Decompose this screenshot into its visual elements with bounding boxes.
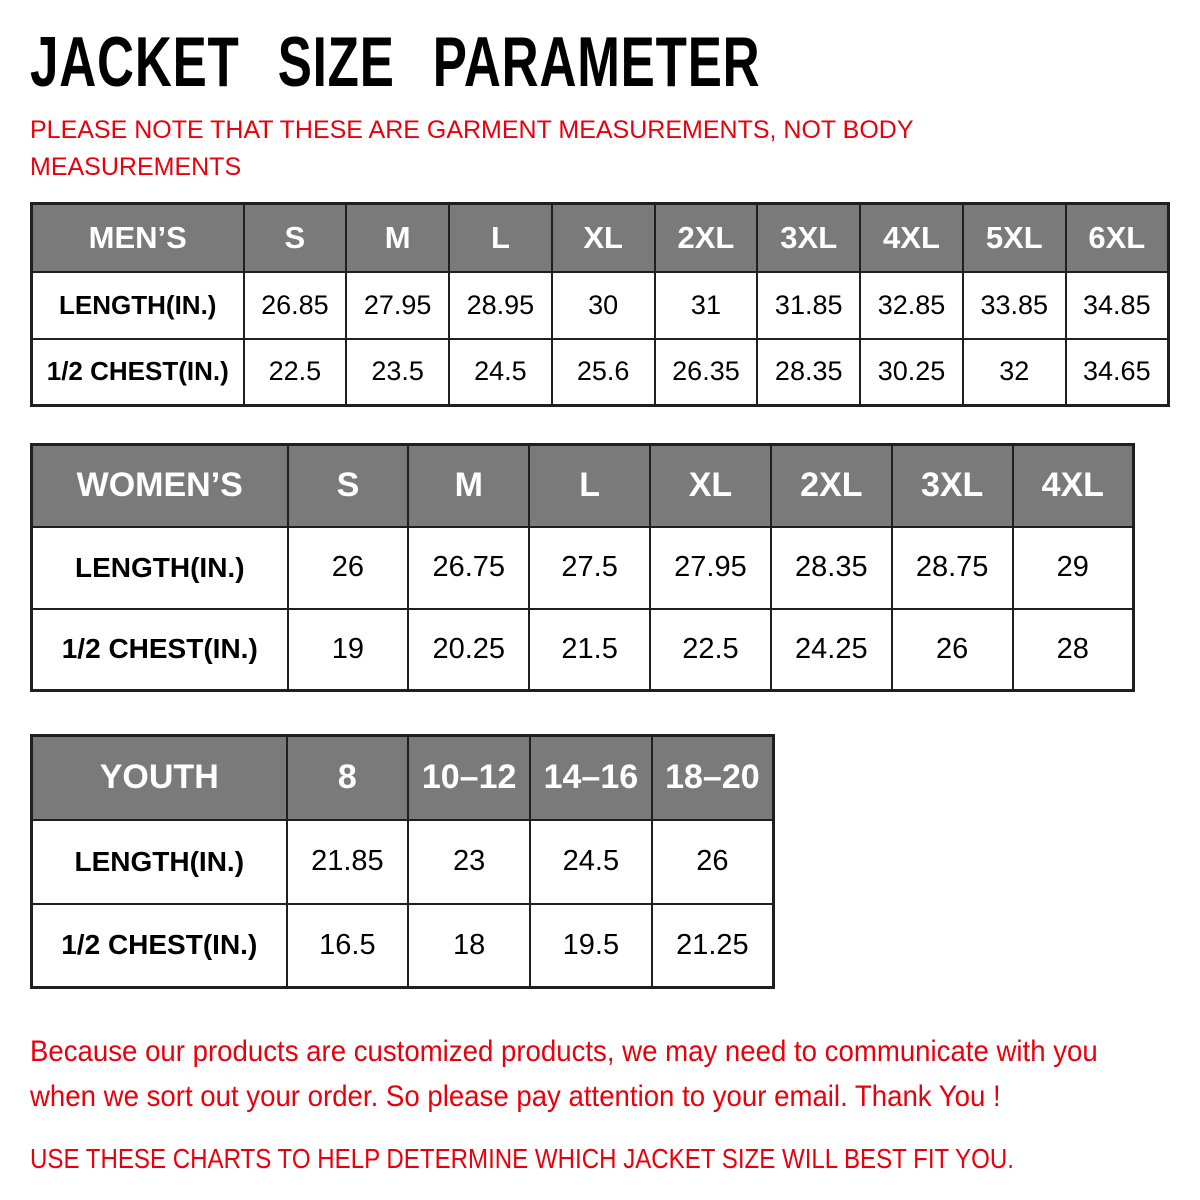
womens-header-row (32, 445, 1134, 527)
mens-size-col: 2XL (655, 204, 758, 272)
womens-size-col: 3XL (892, 445, 1013, 527)
value-cell: 19.5 (530, 904, 652, 988)
row-label: LENGTH(IN.) (32, 272, 244, 339)
value-cell: 29 (1013, 527, 1134, 609)
youth-size-col: 14–16 (530, 736, 652, 820)
value-cell: 34.85 (1066, 272, 1169, 339)
mens-size-col: XL (552, 204, 655, 272)
value-cell: 23 (408, 820, 530, 904)
value-cell: 24.5 (530, 820, 652, 904)
customization-notice-line2: when we sort out your order. So please pay attention to your email. Thank You ! (30, 1080, 1001, 1113)
youth-chest-row (32, 904, 774, 988)
value-cell: 31.85 (757, 272, 860, 339)
value-cell: 25.6 (552, 339, 655, 406)
value-cell: 22.5 (244, 339, 347, 406)
value-cell: 26 (652, 820, 774, 904)
row-label: LENGTH(IN.) (32, 820, 287, 904)
customization-notice (30, 1029, 1098, 1119)
value-cell: 21.85 (287, 820, 409, 904)
value-cell: 22.5 (650, 609, 771, 691)
womens-size-col: L (529, 445, 650, 527)
value-cell: 21.5 (529, 609, 650, 691)
value-cell: 19 (288, 609, 409, 691)
womens-table-title: WOMEN’S (32, 445, 288, 527)
page-title: JACKET SIZE PARAMETER (30, 22, 761, 102)
mens-table-title: MEN’S (32, 204, 244, 272)
value-cell: 28.75 (892, 527, 1013, 609)
garment-note-line1: PLEASE NOTE THAT THESE ARE GARMENT MEASUREMENTS, NOT BODY (30, 116, 914, 144)
womens-size-col: XL (650, 445, 771, 527)
row-label: 1/2 CHEST(IN.) (32, 339, 244, 406)
mens-chest-row (32, 339, 1169, 406)
womens-length-row (32, 527, 1134, 609)
row-label: 1/2 CHEST(IN.) (32, 609, 288, 691)
youth-header-row (32, 736, 774, 820)
value-cell: 24.5 (449, 339, 552, 406)
value-cell: 31 (655, 272, 758, 339)
value-cell: 27.95 (346, 272, 449, 339)
chart-usage-note: USE THESE CHARTS TO HELP DETERMINE WHICH JACKET SIZE WILL BEST FIT YOU. (30, 1143, 1014, 1174)
value-cell: 21.25 (652, 904, 774, 988)
youth-size-table (30, 734, 775, 989)
mens-size-col: S (244, 204, 347, 272)
womens-chest-row (32, 609, 1134, 691)
value-cell: 26 (288, 527, 409, 609)
mens-size-col: 4XL (860, 204, 963, 272)
youth-length-row (32, 820, 774, 904)
youth-size-col: 18–20 (652, 736, 774, 820)
value-cell: 32.85 (860, 272, 963, 339)
youth-size-col: 8 (287, 736, 409, 820)
value-cell: 32 (963, 339, 1066, 406)
value-cell: 20.25 (408, 609, 529, 691)
value-cell: 28.95 (449, 272, 552, 339)
mens-size-col: M (346, 204, 449, 272)
mens-header-row (32, 204, 1169, 272)
value-cell: 28.35 (757, 339, 860, 406)
value-cell: 23.5 (346, 339, 449, 406)
womens-size-col: S (288, 445, 409, 527)
womens-size-table (30, 443, 1135, 692)
mens-size-col: 5XL (963, 204, 1066, 272)
value-cell: 26 (892, 609, 1013, 691)
mens-size-table (30, 202, 1170, 407)
mens-length-row (32, 272, 1169, 339)
row-label: 1/2 CHEST(IN.) (32, 904, 287, 988)
value-cell: 28 (1013, 609, 1134, 691)
value-cell: 27.95 (650, 527, 771, 609)
customization-notice-line1: Because our products are customized products, we may need to communicate with you (30, 1035, 1098, 1068)
value-cell: 26.85 (244, 272, 347, 339)
value-cell: 30.25 (860, 339, 963, 406)
row-label: LENGTH(IN.) (32, 527, 288, 609)
value-cell: 30 (552, 272, 655, 339)
garment-note-line2: MEASUREMENTS (30, 153, 242, 181)
youth-size-col: 10–12 (408, 736, 530, 820)
womens-size-col: 2XL (771, 445, 892, 527)
value-cell: 27.5 (529, 527, 650, 609)
womens-size-col: M (408, 445, 529, 527)
value-cell: 24.25 (771, 609, 892, 691)
value-cell: 34.65 (1066, 339, 1169, 406)
value-cell: 16.5 (287, 904, 409, 988)
value-cell: 28.35 (771, 527, 892, 609)
mens-size-col: L (449, 204, 552, 272)
value-cell: 33.85 (963, 272, 1066, 339)
garment-note (30, 112, 1170, 186)
mens-size-col: 6XL (1066, 204, 1169, 272)
youth-table-title: YOUTH (32, 736, 287, 820)
mens-size-col: 3XL (757, 204, 860, 272)
value-cell: 26.75 (408, 527, 529, 609)
value-cell: 18 (408, 904, 530, 988)
womens-size-col: 4XL (1013, 445, 1134, 527)
value-cell: 26.35 (655, 339, 758, 406)
